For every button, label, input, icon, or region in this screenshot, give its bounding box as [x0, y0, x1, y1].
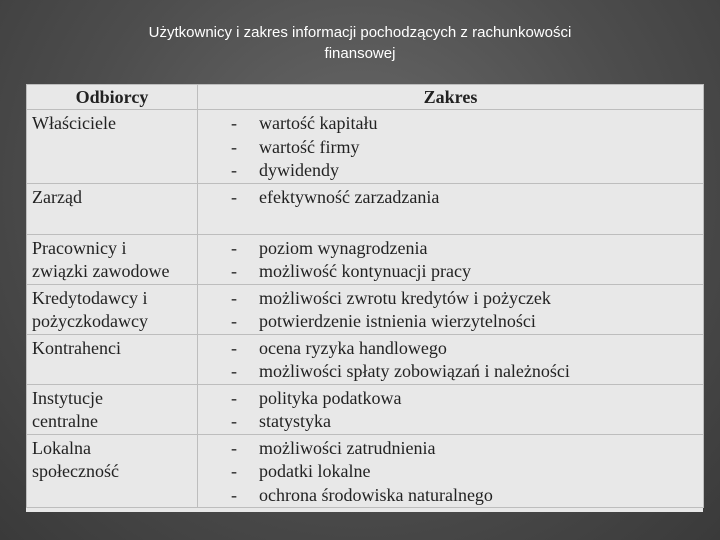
- dash: -: [231, 361, 237, 381]
- scope-item: [198, 410, 703, 434]
- scope-cell: [198, 384, 704, 434]
- dash: -: [231, 387, 237, 408]
- dash: -: [231, 113, 237, 133]
- dash: -: [231, 186, 237, 207]
- recipient-name: centralne: [32, 410, 98, 431]
- scope-cell: [198, 434, 704, 508]
- recipient-name: społeczność: [32, 460, 119, 481]
- dash: -: [231, 311, 237, 331]
- table-image: [26, 84, 703, 512]
- header-recipients: Odbiorcy: [27, 85, 198, 110]
- scope-text: podatki lokalne: [259, 461, 371, 481]
- recipient-cell: [27, 183, 198, 234]
- recipient-name: pożyczkodawcy: [32, 310, 148, 331]
- scope-text: statystyka: [259, 411, 331, 431]
- recipient-name: Pracownicy i: [32, 237, 127, 258]
- scope-item: [198, 337, 703, 361]
- dash: -: [231, 461, 237, 481]
- recipient-cell: [27, 384, 198, 434]
- recipient-cell: [27, 110, 198, 184]
- scope-cell: [198, 110, 704, 184]
- scope-item: [198, 460, 703, 484]
- scope-text: możliwości spłaty zobowiązań i należności: [259, 361, 570, 381]
- table-row: [27, 334, 704, 384]
- scope-cell: [198, 183, 704, 234]
- dash: -: [231, 337, 237, 358]
- table-row: [27, 434, 704, 508]
- dash: -: [231, 136, 237, 157]
- scope-item: [198, 287, 703, 311]
- scope-item: [198, 136, 703, 160]
- table-header-row: [27, 85, 704, 110]
- scope-text: ocena ryzyka handlowego: [259, 337, 447, 358]
- scope-text: poziom wynagrodzenia: [259, 237, 428, 258]
- scope-text: możliwość kontynuacji pracy: [259, 261, 471, 281]
- scope-item: [198, 437, 703, 461]
- scope-item: [198, 159, 703, 183]
- scope-text: wartość kapitału: [259, 113, 378, 133]
- dash: -: [231, 411, 237, 431]
- scope-item: [198, 484, 703, 508]
- scope-text: dywidendy: [259, 160, 339, 180]
- scope-text: wartość firmy: [259, 136, 360, 157]
- recipients-table: [26, 84, 704, 508]
- dash: -: [231, 287, 237, 308]
- dash: -: [231, 160, 237, 180]
- scope-text: efektywność zarzadzania: [259, 186, 440, 207]
- dash: -: [231, 484, 237, 505]
- recipient-cell: [27, 284, 198, 334]
- dash: -: [231, 437, 237, 458]
- recipient-name: Lokalna: [32, 437, 91, 458]
- scope-item: [198, 260, 703, 284]
- recipient-name: Właściciele: [32, 113, 116, 133]
- table-row: [27, 384, 704, 434]
- recipient-name: Instytucje: [32, 387, 103, 408]
- scope-text: polityka podatkowa: [259, 387, 402, 408]
- recipient-cell: [27, 234, 198, 284]
- slide-title: [60, 22, 660, 64]
- slide-title-line-2: finansowej: [324, 45, 396, 62]
- scope-item: [198, 112, 703, 136]
- recipient-cell: [27, 334, 198, 384]
- scope-item: [198, 237, 703, 261]
- table-row: [27, 284, 704, 334]
- scope-item: [198, 310, 703, 334]
- recipient-name: Kontrahenci: [32, 337, 121, 358]
- scope-cell: [198, 284, 704, 334]
- recipient-name: Zarząd: [32, 186, 82, 207]
- recipient-cell: [27, 434, 198, 508]
- scope-text: możliwości zatrudnienia: [259, 437, 436, 458]
- header-scope: Zakres: [198, 85, 704, 110]
- scope-item: [198, 387, 703, 411]
- scope-item: [198, 360, 703, 384]
- table-row: [27, 110, 704, 184]
- slide-title-line-1: Użytkownicy i zakres informacji pochodzących z rachunkowości: [148, 24, 572, 41]
- table-row: [27, 234, 704, 284]
- recipient-name: Kredytodawcy i: [32, 287, 148, 308]
- dash: -: [231, 261, 237, 281]
- dash: -: [231, 237, 237, 258]
- scope-text: potwierdzenie istnienia wierzytelności: [259, 311, 536, 331]
- scope-cell: [198, 334, 704, 384]
- scope-text: możliwości zwrotu kredytów i pożyczek: [259, 287, 551, 308]
- scope-text: ochrona środowiska naturalnego: [259, 484, 493, 505]
- recipient-name: związki zawodowe: [32, 260, 170, 281]
- scope-cell: [198, 234, 704, 284]
- scope-item: [198, 186, 703, 210]
- table-row: [27, 183, 704, 234]
